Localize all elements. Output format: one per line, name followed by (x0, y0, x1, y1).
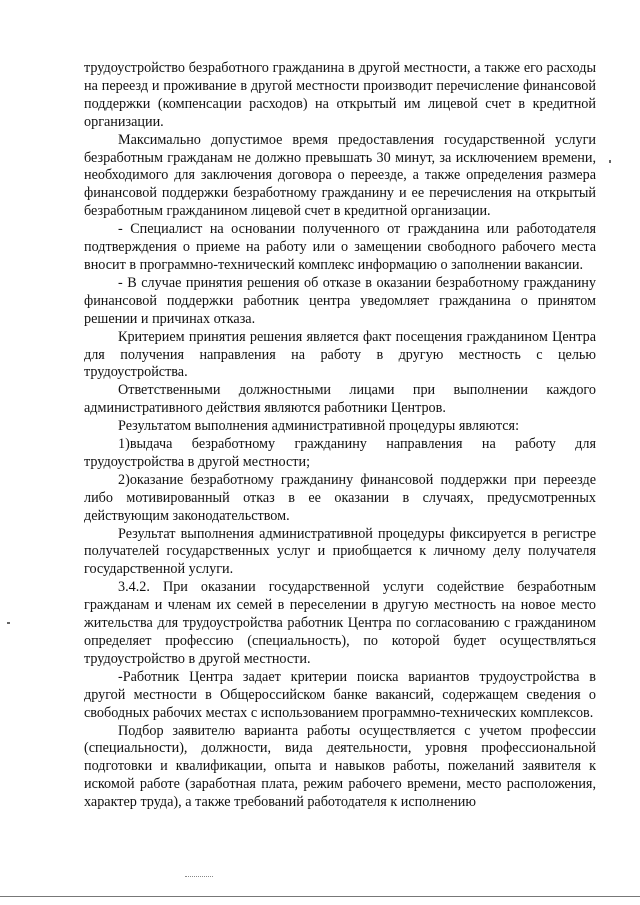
paragraph-10: Подбор заявителю варианта работы осуществляется с учетом профессии (специальности), должности, вида деятельности, уровня профессиональной подготовки и квалификации, опыта и навыков работы, пожеланий заявителя к искомой работе (заработная плата, режим рабочего времени, место расположения, характер труда), а также требований работодателя к исполнению (84, 722, 596, 811)
page-bottom-edge (0, 896, 640, 897)
paragraph-9: -Работник Центра задает критерии поиска вариантов трудоустройства в другой местности в Общероссийском банке вакансий, содержащем сведения о свободных рабочих местах с использованием программно-технических комплексов. (84, 668, 596, 721)
paragraph-4: - В случае принятия решения об отказе в оказании безработному гражданину финансовой поддержки работник центра уведомляет гражданина о принятом решении и причинах отказа. (84, 274, 596, 327)
paragraph-6: Ответственными должностными лицами при выполнении каждого административного действия являются работники Центров. (84, 382, 596, 417)
paragraph-7: Результатом выполнения административной процедуры являются: (118, 418, 520, 435)
scan-mark-left (7, 622, 10, 624)
paragraph-3: - Специалист на основании полученного от гражданина или работодателя подтверждения о приеме на работу или о замещении свободного рабочего места вносит в программно-технический комплекс информацию о заполнении вакансии. (84, 221, 596, 273)
scan-mark-right (609, 160, 611, 163)
paragraph-2: Максимально допустимое время предоставления государственной услуги безработным гражданам не должно превышать 30 минут, за исключением времени, необходимого для заключения договора о переезде, а также определения размера финансовой поддержки безработному гражданину и ее перечисления на открытый безработным гражданином лицевой счет в кредитной организации. (84, 131, 596, 220)
paragraph-8: Результат выполнения административной процедуры фиксируется в регистре получателей государственных услуг и приобщается к личному делу получателя государственной услуги. (84, 525, 596, 578)
section-3-4-2: 3.4.2. При оказании государственной услуги содействие безработным гражданам и членам их семей в переселении в другую местность на новое место жительства для трудоустройства работник Центра по согласованию с гражданином определяет профессию (специальность), по которой будет осуществляться трудоустройство в другой местности. (84, 579, 596, 667)
paragraph-1: трудоустройство безработного гражданина в другой местности, а также его расходы на переезд и проживание в другой местности производит перечисление финансовой поддержки (компенсации расходов) на открытый им лицевой счет в кредитной организации. (84, 60, 596, 130)
document-body (84, 60, 596, 812)
list-item-1: 1)выдача безработному гражданину направления на работу для трудоустройства в другой местности; (84, 436, 596, 470)
list-item-2: 2)оказание безработному гражданину финансовой поддержки при переезде либо мотивированный отказ в ее оказании в случаях, предусмотренных действующим законодательством. (84, 471, 596, 524)
paragraph-5: Критерием принятия решения является факт посещения гражданином Центра для получения направления на работу в другую местность с целью трудоустройства. (84, 328, 596, 381)
scan-dots (185, 876, 213, 877)
